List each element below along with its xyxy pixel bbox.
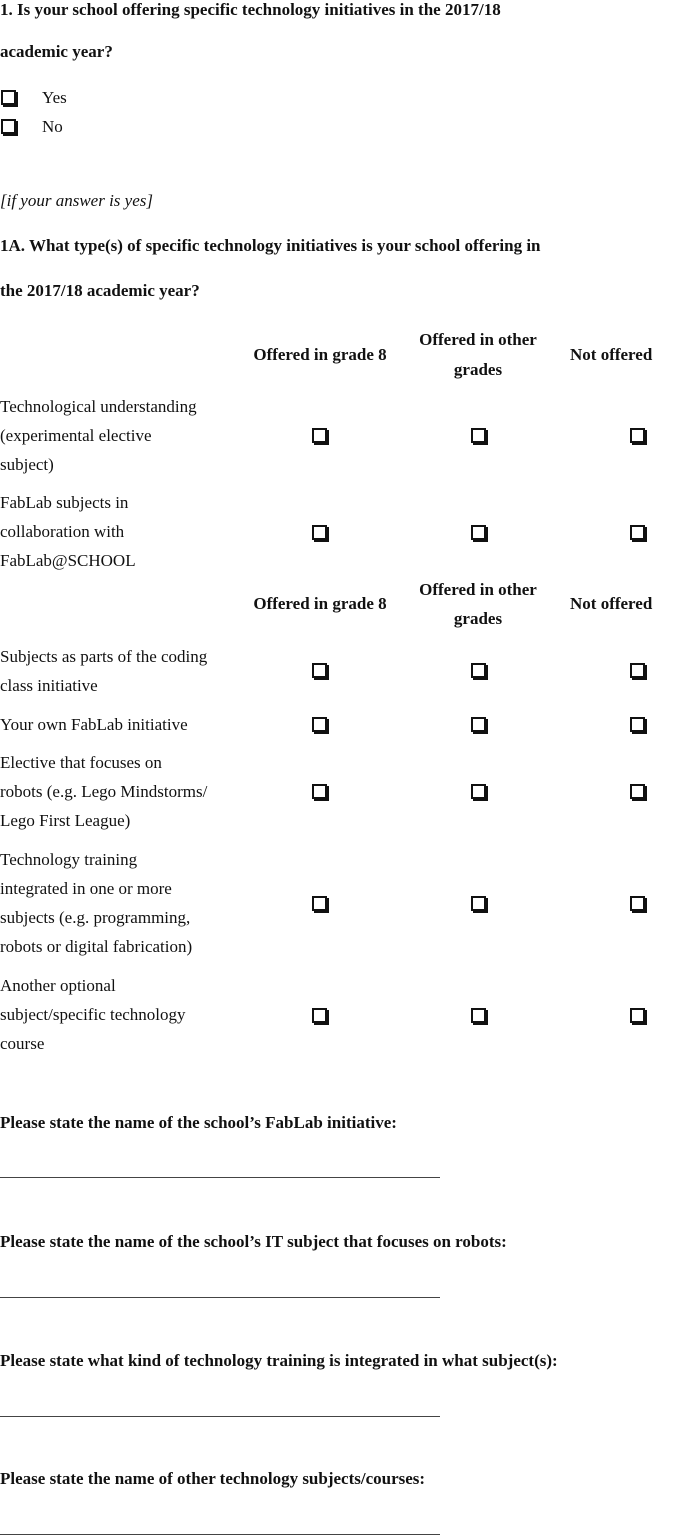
prompt-training-subjects: Please state what kind of technology training is integrated in what subject(s): <box>0 1351 558 1370</box>
checkbox-icon[interactable] <box>630 525 645 540</box>
checkbox-icon[interactable] <box>471 896 486 911</box>
row-label-coding-class <box>0 642 240 700</box>
row-label-another-optional <box>0 971 240 1058</box>
row-label-line: collaboration with <box>0 522 125 541</box>
q1a-title-line2: the 2017/18 academic year? <box>0 281 200 300</box>
row-label-line: Your own FabLab initiative <box>0 715 188 734</box>
checkbox-icon[interactable] <box>312 1008 327 1023</box>
checkbox-icon[interactable] <box>630 428 645 443</box>
checkbox-icon[interactable] <box>471 428 486 443</box>
row-label-line: course <box>0 1034 45 1053</box>
col-header-not-offered-repeat: Not offered <box>570 594 653 613</box>
checkbox-icon[interactable] <box>471 784 486 799</box>
row-label-line: subjects (e.g. programming, <box>0 908 191 927</box>
checkbox-icon[interactable] <box>630 784 645 799</box>
row-label-technological-understanding <box>0 392 240 479</box>
col-header-not-offered: Not offered <box>570 345 653 364</box>
q1a-title-line1: 1A. What type(s) of specific technology initiatives is your school offering in <box>0 236 541 255</box>
row-label-line: integrated in one or more <box>0 879 172 898</box>
row-label-line: Elective that focuses on <box>0 753 162 772</box>
answer-line-robots-subject[interactable] <box>0 1297 440 1298</box>
q1-title-line1: 1. Is your school offering specific technology initiatives in the 2017/18 <box>0 0 501 19</box>
prompt-robots-subject: Please state the name of the school’s IT subject that focuses on robots: <box>0 1232 507 1251</box>
checkbox-icon[interactable] <box>471 525 486 540</box>
row-label-line: robots (e.g. Lego Mindstorms/ <box>0 782 208 801</box>
checkbox-icon[interactable] <box>1 119 16 134</box>
checkbox-icon[interactable] <box>630 1008 645 1023</box>
col-header-grade8: Offered in grade 8 <box>253 345 387 364</box>
row-label-robots-elective <box>0 748 240 835</box>
checkbox-icon[interactable] <box>471 663 486 678</box>
row-label-line: FabLab subjects in <box>0 493 129 512</box>
col-header-grade8-repeat: Offered in grade 8 <box>253 594 387 613</box>
row-label-technology-training <box>0 845 240 961</box>
row-label-line: Technology training <box>0 850 138 869</box>
row-label-line: subject/specific technology <box>0 1005 186 1024</box>
col-header-other-grades-l2: grades <box>453 360 503 379</box>
option-label: No <box>42 117 63 136</box>
checkbox-icon[interactable] <box>471 1008 486 1023</box>
prompt-other-subjects: Please state the name of other technology subjects/courses: <box>0 1469 426 1488</box>
checkbox-icon[interactable] <box>630 896 645 911</box>
q1-title-line2: academic year? <box>0 42 113 61</box>
row-label-line: robots or digital fabrication) <box>0 937 193 956</box>
col-header-other-grades-repeat-l2: grades <box>453 609 503 628</box>
answer-line-other-subjects[interactable] <box>0 1534 440 1535</box>
checkbox-icon[interactable] <box>630 717 645 732</box>
row-label-line: Lego First League) <box>0 811 131 830</box>
checkbox-icon[interactable] <box>471 717 486 732</box>
checkbox-icon[interactable] <box>312 784 327 799</box>
row-label-line: FabLab@SCHOOL <box>0 551 136 570</box>
checkbox-icon[interactable] <box>312 896 327 911</box>
row-label-line: Subjects as parts of the coding <box>0 647 208 666</box>
checkbox-icon[interactable] <box>312 525 327 540</box>
answer-line-fablab-name[interactable] <box>0 1177 440 1178</box>
col-header-other-grades-l1: Offered in other <box>419 330 537 349</box>
row-label-own-fablab <box>0 710 240 739</box>
row-label-line: Technological understanding <box>0 397 197 416</box>
row-label-line: class initiative <box>0 676 98 695</box>
checkbox-icon[interactable] <box>312 428 327 443</box>
prompt-fablab-name: Please state the name of the school’s FabLab initiative: <box>0 1113 397 1132</box>
row-label-line: Another optional <box>0 976 116 995</box>
checkbox-icon[interactable] <box>1 90 16 105</box>
row-label-line: subject) <box>0 455 54 474</box>
checkbox-icon[interactable] <box>630 663 645 678</box>
option-label: Yes <box>42 88 67 107</box>
row-label-fablab-subjects <box>0 488 240 575</box>
condition-note: [if your answer is yes] <box>0 191 153 210</box>
answer-line-training-subjects[interactable] <box>0 1416 440 1417</box>
row-label-line: (experimental elective <box>0 426 152 445</box>
checkbox-icon[interactable] <box>312 663 327 678</box>
checkbox-icon[interactable] <box>312 717 327 732</box>
col-header-other-grades-repeat-l1: Offered in other <box>419 580 537 599</box>
